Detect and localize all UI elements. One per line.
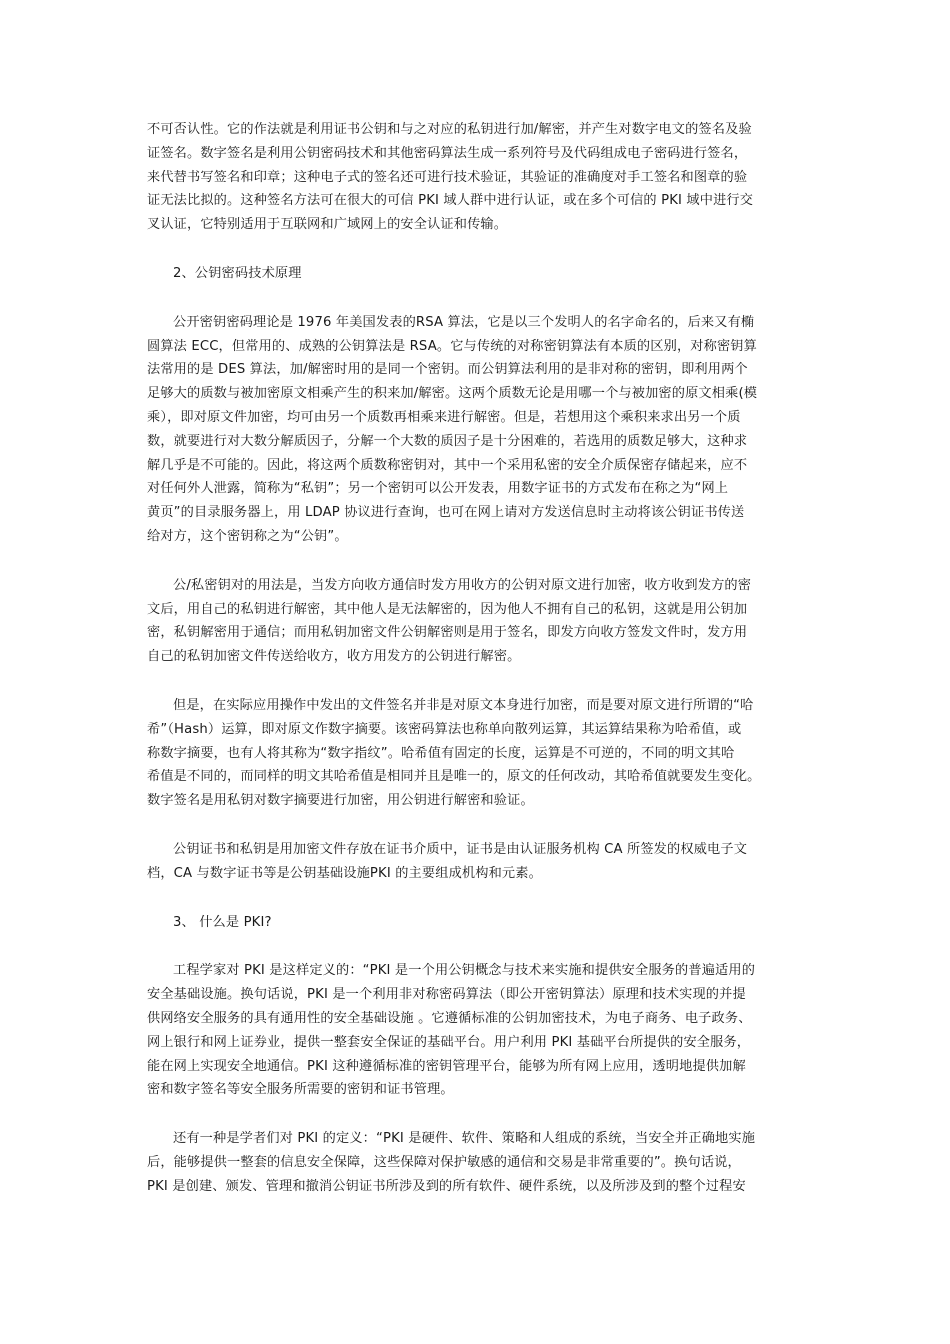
text-line: 但是，在实际应用操作中发出的文件签名并非是对原文本身进行加密，而是要对原文进行所谓的“哈	[173, 697, 754, 713]
text-line: 密，私钥解密用于通信；而用私钥加密文件公钥解密则是用于签名，即发方向收方签发文件时，发方用	[147, 625, 748, 641]
text-line: 黄页”的目录服务器上，用 LDAP 协议进行查询，也可在网上请对方发送信息时主动将该公钥证书传送	[147, 505, 745, 521]
body-paragraph	[147, 311, 807, 549]
text-line: 密和数字签名等安全服务所需要的密钥和证书管理。	[147, 1082, 454, 1098]
body-paragraph	[147, 838, 807, 886]
body-paragraph	[147, 1127, 807, 1198]
paragraph-gap	[147, 934, 807, 959]
document-page	[147, 118, 807, 1198]
text-line: 能在网上实现安全地通信。PKI 这种遵循标准的密钥管理平台，能够为所有网上应用，透明地提供加解	[147, 1058, 746, 1074]
paragraph-gap	[147, 549, 807, 574]
text-line: 自己的私钥加密文件传送给收方，收方用发方的公钥进行解密。	[147, 649, 521, 665]
text-line: 工程学家对 PKI 是这样定义的：“PKI 是一个用公钥概念与技术来实施和提供安全服务的普遍适用的	[173, 963, 756, 979]
text-line: 数，就要进行对大数分解质因子，分解一个大数的质因子是十分困难的，若选用的质数足够大，这种求	[147, 433, 748, 449]
text-line: 乘），即对原文件加密，均可由另一个质数再相乘来进行解密。但是，若想用这个乘积来求出另一个质	[147, 409, 741, 425]
text-line: 法常用的是 DES 算法，加/解密时用的是同一个密钥。而公钥算法利用的是非对称的密钥，即利用两个	[147, 362, 748, 378]
text-line: 对任何外人泄露，简称为“私钥”；另一个密钥可以公开发表，用数字证书的方式发布在称之为“网上	[147, 481, 729, 497]
text-line: 来代替书写签名和印章；这种电子式的签名还可进行技术验证，其验证的准确度对手工签名和图章的验	[147, 169, 748, 185]
text-line: 圆算法 ECC，但常用的、成熟的公钥算法是 RSA。它与传统的对称密钥算法有本质的区别，对称密钥算	[147, 338, 757, 354]
text-line: 不可否认性。它的作法就是利用证书公钥和与之对应的私钥进行加/解密，并产生对数字电文的签名及验	[147, 122, 752, 137]
text-line: 公钥证书和私钥是用加密文件存放在证书介质中，证书是由认证服务机构 CA 所签发的权威电子文	[173, 841, 748, 857]
body-paragraph	[147, 574, 807, 669]
text-line: 安全基础设施。换句话说，PKI 是一个利用非对称密码算法（即公开密钥算法）原理和技术实现的并提	[147, 987, 746, 1003]
body-paragraph	[147, 118, 807, 237]
text-line: 文后，用自己的私钥进行解密，其中他人是无法解密的，因为他人不拥有自己的私钥，这就是用公钥加	[147, 601, 748, 617]
text-line: 数字签名是用私钥对数字摘要进行加密，用公钥进行解密和验证。	[147, 793, 534, 809]
paragraph-gap	[147, 1102, 807, 1127]
body-paragraph	[147, 959, 807, 1102]
text-line: 证签名。数字签名是利用公钥密码技术和其他密码算法生成一系列符号及代码组成电子密码进行签名，	[147, 145, 748, 161]
paragraph-gap	[147, 886, 807, 911]
text-line: 档，CA 与数字证书等是公钥基础设施PKI 的主要组成机构和元素。	[147, 865, 542, 881]
paragraph-gap	[147, 813, 807, 838]
text-line: 解几乎是不可能的。因此，将这两个质数称密钥对，其中一个采用私密的安全介质保密存储起来，应不	[147, 457, 748, 473]
paragraph-gap	[147, 286, 807, 311]
text-line: 公开密钥密码理论是 1976 年美国发表的RSA 算法，它是以三个发明人的名字命名的，后来又有椭	[173, 314, 755, 330]
text-line: 供网络安全服务的具有通用性的安全基础设施 。它遵循标准的公钥加密技术，为电子商务、电子政务、	[147, 1010, 752, 1026]
text-line: 3、 什么是 PKI?	[173, 914, 272, 930]
text-line: 希”（Hash）运算，即对原文作数字摘要。该密码算法也称单向散列运算，其运算结果称为哈希值，或	[147, 721, 742, 737]
text-line: 还有一种是学者们对 PKI 的定义：“PKI 是硬件、软件、策略和人组成的系统，当安全并正确地实施	[173, 1131, 756, 1147]
section-heading	[147, 911, 807, 935]
text-line: 证无法比拟的。这种签名方法可在很大的可信 PKI 域人群中进行认证，或在多个可信的 PKI 域中进行交	[147, 193, 754, 209]
text-line: 叉认证，它特别适用于互联网和广域网上的安全认证和传输。	[147, 217, 508, 233]
text-line: 网上银行和网上证券业，提供一整套安全保证的基础平台。用户利用 PKI 基础平台所提供的安全服务，	[147, 1034, 751, 1050]
section-heading	[147, 262, 807, 286]
text-line: 2、公钥密码技术原理	[173, 265, 302, 281]
text-line: 后，能够提供一整套的信息安全保障，这些保障对保护敏感的通信和交易是非常重要的”。换句话说，	[147, 1154, 741, 1170]
paragraph-gap	[147, 669, 807, 694]
text-line: PKI 是创建、颁发、管理和撤消公钥证书所涉及到的所有软件、硬件系统，以及所涉及到的整个过程安	[147, 1178, 746, 1194]
text-line: 希值是不同的，而同样的明文其哈希值是相同并且是唯一的，原文的任何改动，其哈希值就要发生变化。	[147, 769, 761, 785]
text-line: 公/私密钥对的用法是，当发方向收方通信时发方用收方的公钥对原文进行加密，收方收到发方的密	[173, 577, 752, 593]
text-line: 称数字摘要，也有人将其称为“数字指纹”。哈希值有固定的长度，运算是不可逆的，不同的明文其哈	[147, 745, 735, 761]
text-line: 给对方，这个密钥称之为“公钥”。	[147, 528, 348, 544]
text-line: 足够大的质数与被加密原文相乘产生的积来加/解密。这两个质数无论是用哪一个与被加密的原文相乘(模	[147, 386, 758, 402]
paragraph-gap	[147, 237, 807, 262]
body-paragraph	[147, 694, 807, 813]
